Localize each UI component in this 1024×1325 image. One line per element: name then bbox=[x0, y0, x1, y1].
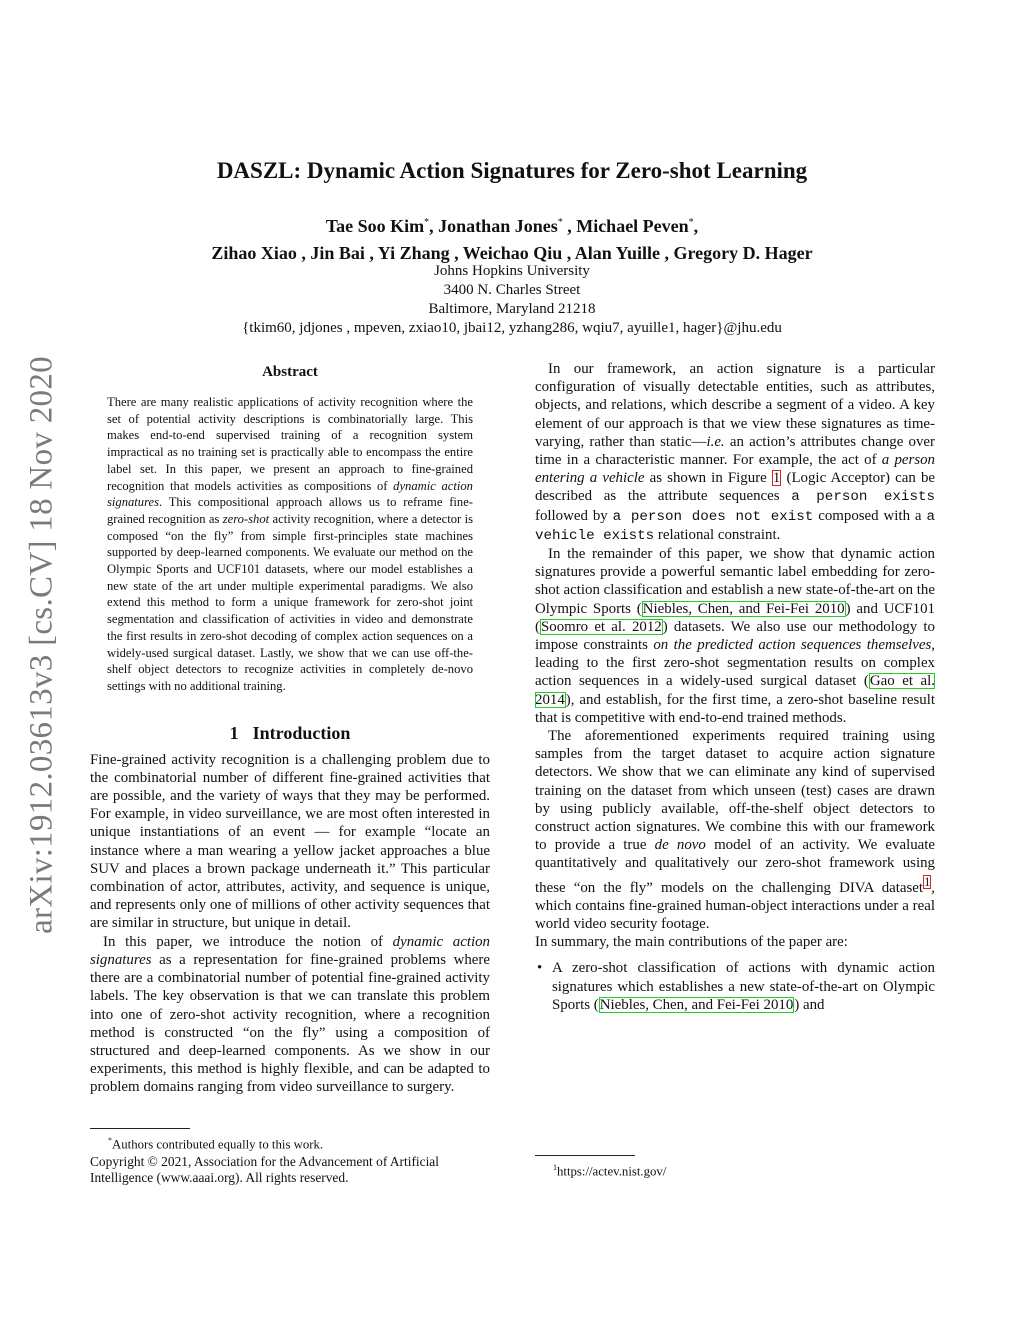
footnote-1: $^1$https://actev.nist.gov/ bbox=[553, 1163, 667, 1179]
paragraph: The aforementioned experiments required training using samples from the target dataset to acquire action signature detectors. We show that we can eliminate any kind of supervised training on the dataset from which unseen (test) cases are drawn by using publicly available, off-the-shelf object detectors to construct action signatures. We combine this with our framework to provide a true de novo model of an activity. We evaluate quantitatively and qualitatively our zero-shot framework using these “on the fly” models on the challenging DIVA dataset$^1$, which contains fine-grained human-object interactions under a real world video security footage. bbox=[535, 728, 936, 933]
paragraph: In this paper, we introduce the notion of dynamic action signatures as a representation for fine-grained problems where there are a combinatorial number of potential fine-grained activity labels. The key observation is that we can translate this problem into one of zero-shot activity recognition, where a recognition method is constructed “on the fly” using a composition of structured and deep-learned components. As we show in our experiments, this method is highly flexible, and can be adapted to problem domains ranging from video surveillance to surgery. bbox=[90, 933, 490, 1096]
footnote-right bbox=[535, 1155, 935, 1180]
arxiv-identifier: arXiv:1912.03613v3 [cs.CV] 18 Nov 2020 bbox=[23, 356, 60, 934]
citation-link[interactable]: Niebles, Chen, and Fei-Fei 2010 bbox=[599, 996, 794, 1013]
relational-constraint-code: a vehicle exists bbox=[535, 508, 935, 544]
affiliation-city: Baltimore, Maryland 21218 bbox=[428, 301, 596, 317]
author-name: Tae Soo Kim bbox=[325, 216, 425, 236]
attribute-sequence-code: a person exists bbox=[791, 489, 935, 506]
footnote-divider bbox=[90, 1128, 190, 1129]
author-line-1: Tae Soo Kim*, Jonathan Jones* , Michael Peven*, bbox=[325, 216, 699, 236]
introduction-body-left bbox=[90, 751, 490, 1097]
footnote-left bbox=[90, 1128, 490, 1186]
introduction-body-right bbox=[535, 360, 935, 1014]
citation-link[interactable]: Niebles, Chen, and Fei-Fei 2010 bbox=[642, 600, 845, 617]
affiliation-street: 3400 N. Charles Street bbox=[443, 282, 581, 298]
footnote-url: https://actev.nist.gov/ bbox=[557, 1164, 667, 1179]
abstract-heading: Abstract bbox=[262, 364, 318, 380]
affiliation-emails: {tkim60, jdjones , mpeven, zxiao10, jbai12, yzhang286, wqiu7, ayuille1, hager}@jhu.edu bbox=[242, 320, 782, 336]
abstract-section bbox=[107, 362, 473, 695]
author-list bbox=[0, 209, 1024, 267]
section-number: 1 bbox=[229, 722, 239, 743]
arxiv-sidebar bbox=[12, 340, 72, 950]
footnote-reference-link[interactable]: 1 bbox=[924, 874, 931, 889]
list-item: • A zero-shot classification of actions with dynamic action signatures which establishes a new state-of-the-art on Olympic Sports (Niebles, Chen, and Fei-Fei 2010) and bbox=[535, 959, 935, 1014]
citation-link[interactable]: Gao et al. 2014 bbox=[535, 673, 935, 708]
contributions-list bbox=[535, 959, 935, 1014]
copyright-notice: Copyright © 2021, Association for the Advancement of Artificial Intelligence (www.aaai.org). All rights reserved. bbox=[90, 1153, 439, 1186]
paragraph: Fine-grained activity recognition is a challenging problem due to the combinatorial number of different fine-grained activities that are possible, and the variety of ways that they may be performed. For example, in video surveillance, we are most often interested in unique instantiations of an event — for example “locate an instance where a man wearing a yellow jacket approaches a blue SUV and places a brown package underneath it.” This particular combination of actor, attributes, activity, and sequence is unique, and represents only one of millions of other activity sequences that are similar in structure, but unique in detail. bbox=[90, 751, 490, 932]
affiliation-block bbox=[0, 262, 1024, 338]
section-heading-introduction bbox=[90, 721, 490, 745]
author-line-2: Zihao Xiao , Jin Bai , Yi Zhang , Weichao Qiu , Alan Yuille , Gregory D. Hager bbox=[211, 243, 813, 263]
paragraph: In summary, the main contributions of the paper are: bbox=[535, 934, 848, 951]
paper-title: DASZL: Dynamic Action Signatures for Zero-shot Learning bbox=[216, 158, 808, 183]
citation-link[interactable]: Soomro et al. 2012 bbox=[540, 618, 662, 635]
footnote-divider bbox=[535, 1155, 635, 1156]
equal-contribution-mark: * bbox=[557, 217, 563, 228]
attribute-sequence-code: a person does not exist bbox=[612, 508, 814, 525]
equal-contribution-mark: * bbox=[424, 217, 430, 228]
right-column bbox=[535, 360, 935, 1014]
figure-reference-link[interactable]: 1 bbox=[772, 470, 781, 487]
equal-contribution-mark: * bbox=[688, 217, 694, 228]
section-title: Introduction bbox=[252, 722, 351, 743]
paragraph: In our framework, an action signature is a particular configuration of visually detectable entities, such as attributes, objects, and relations, which describe a segment of a video. A key element of our approach is that we view these signatures as time-varying, rather than static—i.e. an action’s attributes change over time in a characteristic manner. For example, the act of a person entering a vehicle as shown in Figure 1 (Logic Acceptor) can be described as the attribute sequences a person exists followed by a person does not exist composed with a a vehicle exists relational constraint. bbox=[535, 361, 936, 544]
equal-contribution-footnote: *Authors contributed equally to this work. bbox=[108, 1136, 324, 1152]
author-name: Jonathan Jones bbox=[438, 216, 558, 236]
affiliation-institution: Johns Hopkins University bbox=[434, 263, 590, 279]
paragraph: In the remainder of this paper, we show that dynamic action signatures provide a powerful semantic label embedding for zero-shot action classification and establish a new state-of-the-art on the Olympic Sports (Niebles, Chen, and Fei-Fei 2010) and UCF101 (Soomro et al. 2012) datasets. We also use our methodology to impose constraints on the predicted action sequences themselves, leading to the first zero-shot segmentation results on complex action sequences in a widely-used surgical dataset (Gao et al. 2014), and establish, for the first time, a zero-shot baseline result that is competitive with end-to-end trained methods. bbox=[535, 546, 935, 726]
left-column bbox=[90, 362, 490, 1097]
abstract-text: There are many realistic applications of activity recognition where the set of potential activity descriptions is combinatorially large. This makes end-to-end supervised training of a recognition system impractical as no training set is practically able to encompass the entire label set. In this paper, we present an approach to fine-grained recognition that models activities as compositions of dynamic action signatures. This compositional approach allows us to reframe fine-grained recognition as zero-shot activity recognition, where a detector is composed “on the fly” from simple first-principles state machines supported by deep-learned components. We evaluate our method on the Olympic Sports and UCF101 datasets, where our model establishes a new state of the art under multiple experimental paradigms. We also extend this method to form a unique framework for zero-shot joint segmentation and classification of activities in video and demonstrate the first results in zero-shot decoding of complex action sequences on a widely-used surgical dataset. Lastly, we show that we can use off-the-shelf object detectors to recognize activities in completely de-novo settings with no additional training. bbox=[107, 395, 473, 693]
author-name: Michael Peven bbox=[576, 216, 689, 236]
